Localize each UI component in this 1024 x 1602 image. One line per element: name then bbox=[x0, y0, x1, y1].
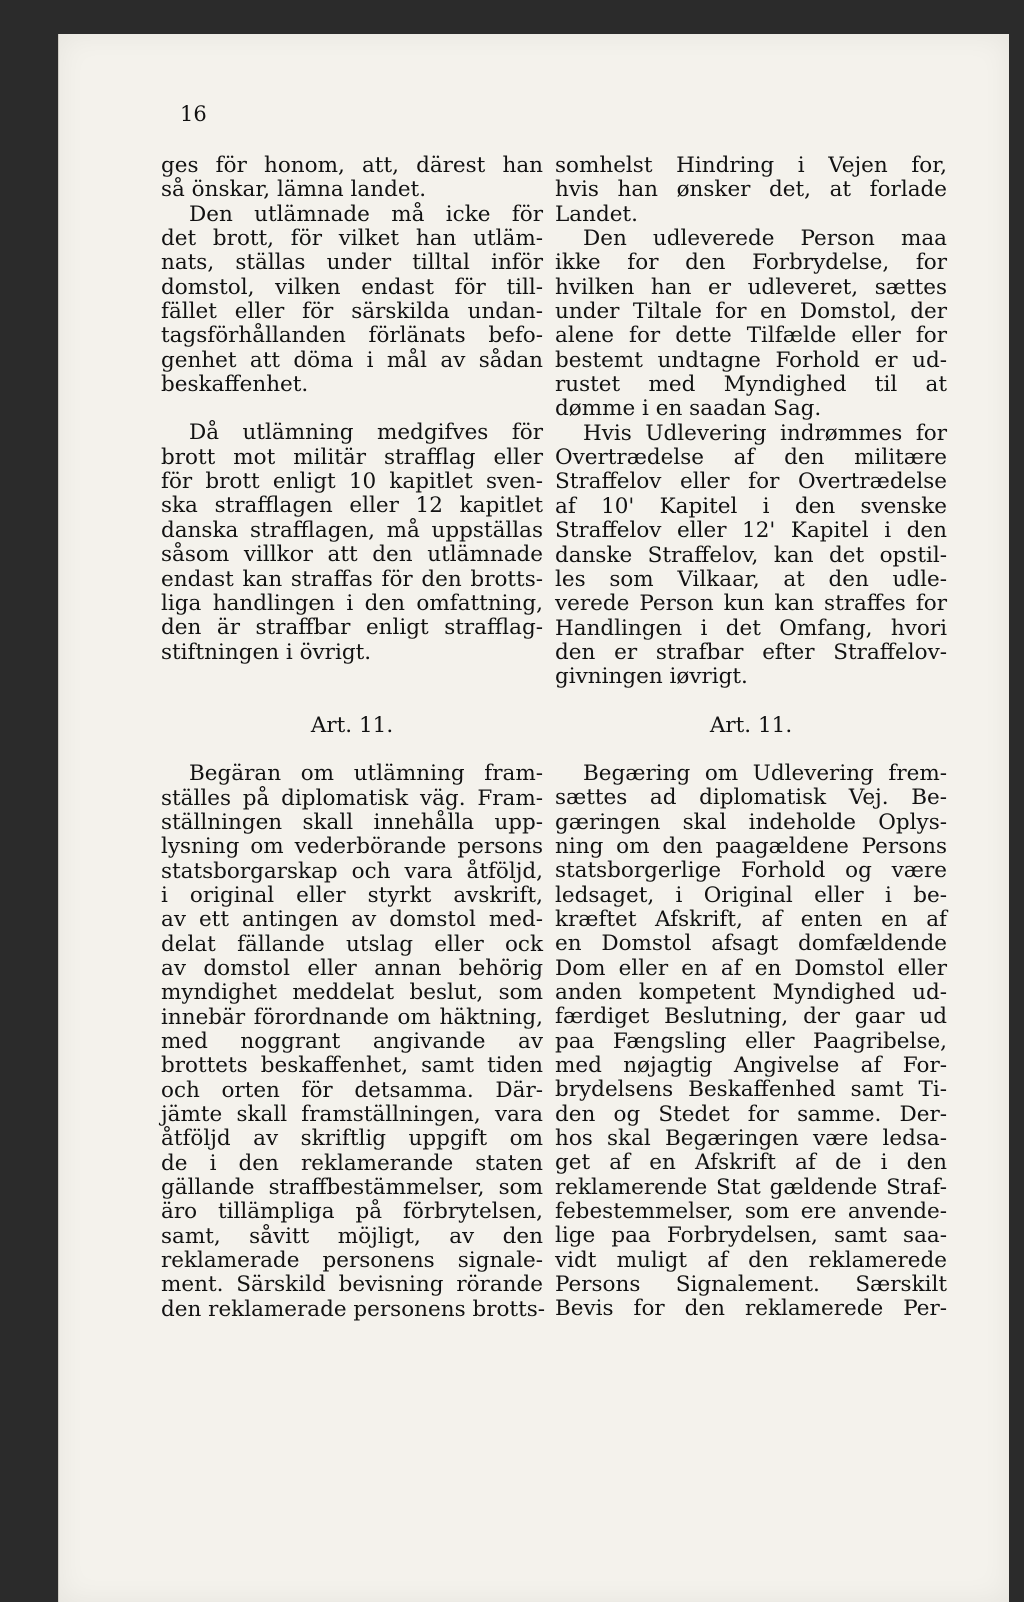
text-line: kræftet Afskrift, af enten en af bbox=[555, 906, 947, 932]
text-line: Handlingen i det Omfang, hvori bbox=[555, 615, 947, 641]
text-line: det brott, för vilket han utläm- bbox=[161, 226, 543, 252]
text-line: Begæring om Udlevering frem- bbox=[583, 760, 947, 786]
text-line: av ett antingen av domstol med- bbox=[161, 907, 543, 933]
text-line: jämte skall framställningen, vara bbox=[161, 1102, 543, 1128]
text-line: såsom villkor att den utlämnade bbox=[161, 542, 543, 568]
text-line: ges för honom, att, därest han bbox=[161, 153, 543, 178]
text-line: færdiget Beslutning, der gaar ud bbox=[555, 1004, 947, 1030]
paragraph-swedish-2 bbox=[161, 421, 543, 664]
text-line: ning om den paagældene Persons bbox=[555, 833, 947, 859]
text-line: den og Stedet for samme. Der- bbox=[555, 1101, 947, 1127]
text-line: Bevis for den reklamerede Per- bbox=[555, 1296, 947, 1322]
text-line: ska strafflagen eller 12 kapitlet bbox=[161, 493, 543, 519]
paragraph-swedish-3 bbox=[161, 761, 546, 1322]
text-line: myndighet meddelat beslut, som bbox=[161, 980, 543, 1006]
text-line: för brott enligt 10 kapitlet sven- bbox=[161, 469, 543, 495]
article-heading: Art. 11. bbox=[709, 712, 793, 738]
text-line: Begäran om utlämning fram- bbox=[189, 761, 543, 787]
text-line: gällande straffbestämmelser, som bbox=[161, 1175, 543, 1201]
paragraph-danish-2 bbox=[555, 422, 947, 690]
text-line: sættes ad diplomatisk Vej. Be- bbox=[555, 785, 947, 811]
paragraph-gap bbox=[161, 665, 543, 714]
text-line: givningen iøvrigt. bbox=[555, 664, 748, 690]
text-line: delat fällande utslag eller ock bbox=[161, 931, 543, 957]
article-heading: Art. 11. bbox=[310, 712, 394, 738]
text-line: tagsförhållanden förlänats befo- bbox=[161, 323, 543, 349]
text-line: alene for dette Tilfælde eller for bbox=[555, 323, 947, 349]
text-line: Den utlämnade må icke för bbox=[189, 201, 543, 227]
text-line: i original eller styrkt avskrift, bbox=[161, 882, 543, 908]
page-number: 16 bbox=[180, 102, 207, 126]
text-line: paa Fængsling eller Paagribelse, bbox=[555, 1028, 947, 1054]
paragraph-gap bbox=[161, 738, 543, 762]
text-line: bestemt undtagne Forhold er ud- bbox=[555, 347, 947, 373]
text-line: den er strafbar efter Straffelov- bbox=[555, 639, 947, 665]
text-line: dømme i en saadan Sag. bbox=[555, 396, 822, 422]
paragraph-danish-3 bbox=[555, 762, 947, 1322]
left-column-swedish bbox=[161, 153, 546, 1322]
paragraph-gap bbox=[555, 738, 947, 762]
text-line: brott mot militär strafflag eller bbox=[161, 444, 543, 470]
text-line: ment. Särskild bevisning rörande bbox=[161, 1272, 543, 1298]
text-line: liga handlingen i den omfattning, bbox=[161, 590, 543, 616]
text-line: åtföljd av skriftlig uppgift om bbox=[161, 1126, 543, 1152]
text-line: Då utlämning medgifves för bbox=[189, 420, 543, 446]
text-line: äro tillämpliga på förbrytelsen, bbox=[161, 1199, 543, 1225]
text-line: endast kan straffas för den brotts- bbox=[161, 566, 543, 592]
text-line: Landet. bbox=[555, 201, 638, 227]
text-line: ledsaget, i Original eller i be- bbox=[555, 882, 947, 908]
text-line: somhelst Hindring i Vejen for, bbox=[555, 153, 947, 178]
text-line: vidt muligt af den reklamerede bbox=[555, 1247, 947, 1273]
text-line: rustet med Myndighed til at bbox=[555, 372, 947, 398]
text-line: ställningen skall innehålla upp- bbox=[161, 809, 543, 835]
paragraph-gap bbox=[161, 397, 543, 421]
text-line: ikke for den Forbrydelse, for bbox=[555, 250, 947, 276]
text-line: anden kompetent Myndighed ud- bbox=[555, 980, 947, 1005]
text-line: samt, såvitt möjligt, av den bbox=[161, 1223, 543, 1249]
text-line: en Domstol afsagt domfældende bbox=[555, 931, 947, 957]
text-line: domstol, vilken endast för till- bbox=[161, 274, 543, 300]
text-line: så önskar, lämna landet. bbox=[161, 177, 427, 203]
text-line: innebär förordnande om häktning, bbox=[161, 1004, 543, 1030]
text-line: Hvis Udlevering indrømmes for bbox=[583, 420, 947, 446]
text-line: get af en Afskrift af de i den bbox=[555, 1150, 947, 1176]
text-line: hvilken han er udleveret, sættes bbox=[555, 274, 947, 300]
right-column-danish bbox=[555, 154, 947, 1322]
text-line: den är straffbar enligt strafflag- bbox=[161, 615, 543, 641]
paragraph-swedish-1 bbox=[161, 154, 543, 397]
text-line: de i den reklamerande staten bbox=[161, 1150, 543, 1176]
text-line: Den udleverede Person maa bbox=[583, 226, 947, 252]
text-line: Straffelov eller 12' Kapitel i den bbox=[555, 518, 947, 544]
text-line: hos skal Begæringen være ledsa- bbox=[555, 1126, 947, 1152]
text-line: febestemmelser, som ere anvende- bbox=[555, 1199, 947, 1225]
text-line: Straffelov eller for Overtrædelse bbox=[555, 469, 947, 495]
text-line: brottets beskaffenhet, samt tiden bbox=[161, 1053, 543, 1079]
text-line: hvis han ønsker det, at forlade bbox=[555, 177, 947, 203]
text-line: lysning om vederbörande persons bbox=[161, 834, 543, 860]
text-line: stiftningen i övrigt. bbox=[161, 639, 372, 665]
text-line: den reklamerade personens brotts- bbox=[161, 1296, 546, 1322]
text-line: af 10' Kapitel i den svenske bbox=[555, 493, 947, 519]
text-line: statsborgerlige Forhold og være bbox=[555, 858, 947, 884]
text-line: gæringen skal indeholde Oplys- bbox=[555, 809, 947, 835]
text-line: av domstol eller annan behörig bbox=[161, 955, 543, 981]
paragraph-danish-1 bbox=[555, 154, 947, 422]
text-line: beskaffenhet. bbox=[161, 372, 309, 398]
text-line: danska strafflagen, må uppställas bbox=[161, 517, 543, 543]
text-line: ställes på diplomatisk väg. Fram- bbox=[161, 785, 543, 811]
paragraph-gap bbox=[555, 690, 947, 714]
text-line: brydelsens Beskaffenhed samt Ti- bbox=[555, 1077, 947, 1103]
text-line: Persons Signalement. Særskilt bbox=[555, 1272, 947, 1298]
text-line: danske Straffelov, kan det opstil- bbox=[555, 542, 947, 568]
text-line: lige paa Forbrydelsen, samt saa- bbox=[555, 1223, 947, 1249]
text-line: reklamerende Stat gældende Straf- bbox=[555, 1174, 947, 1200]
text-line: med noggrant angivande av bbox=[161, 1029, 543, 1054]
text-line: reklamerade personens signale- bbox=[161, 1248, 543, 1274]
text-line: Overtrædelse af den militære bbox=[555, 445, 947, 471]
text-line: statsborgarskap och vara åtföljd, bbox=[161, 858, 543, 884]
text-line: verede Person kun kan straffes for bbox=[555, 591, 947, 617]
text-line: genhet att döma i mål av sådan bbox=[161, 347, 543, 373]
text-line: under Tiltale for en Domstol, der bbox=[555, 299, 947, 325]
text-line: och orten för detsamma. Där- bbox=[161, 1077, 543, 1103]
text-line: Dom eller en af en Domstol eller bbox=[555, 955, 947, 981]
text-line: med nøjagtig Angivelse af For- bbox=[555, 1053, 947, 1079]
text-line: les som Vilkaar, at den udle- bbox=[555, 566, 947, 592]
text-line: fället eller för särskilda undan- bbox=[161, 299, 543, 325]
text-line: nats, ställas under tilltal inför bbox=[161, 250, 543, 276]
